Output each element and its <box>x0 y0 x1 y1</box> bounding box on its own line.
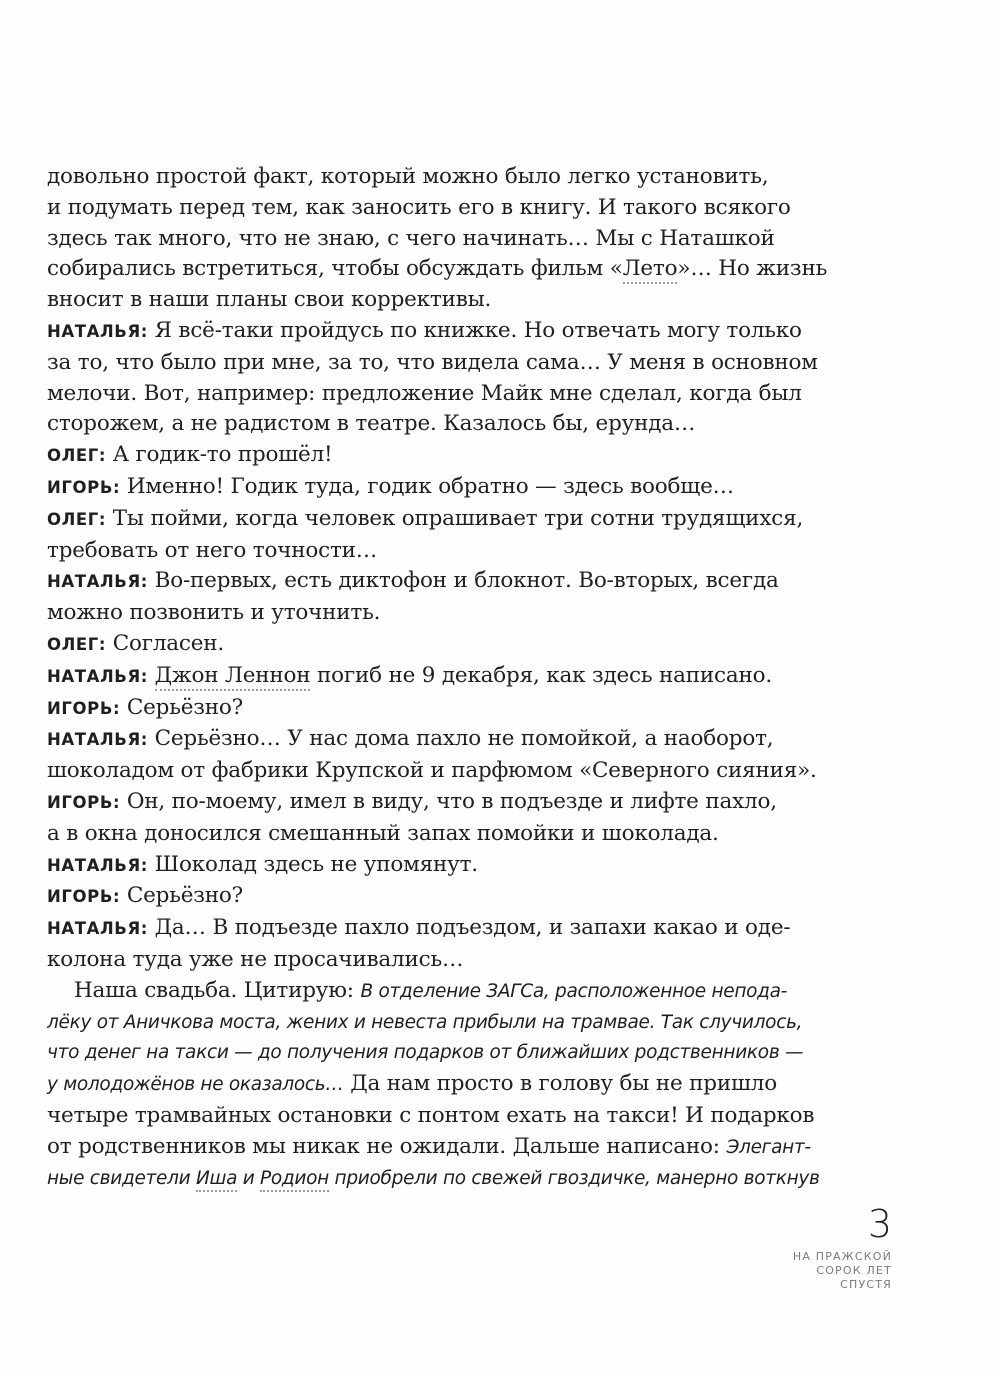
speech-text: Серьёзно… У нас дома пахло не помойкой, а наоборот, <box>148 726 774 752</box>
text-line <box>47 1132 811 1164</box>
speaker-label: ИГОРЬ: <box>47 887 121 907</box>
quoted-line <box>47 1164 820 1195</box>
text-fragment: »… Но жизнь <box>677 256 828 282</box>
speech-text: Он, по-моему, имел в виду, что в подъезде и лифте пахло, <box>120 788 777 814</box>
running-title <box>793 1250 892 1292</box>
text-line: шоколадом от фабрики Крупской и парфюмом «Северного сияния». <box>47 758 817 784</box>
speaker-label: ИГОРЬ: <box>47 792 121 812</box>
speech-text: Согласен. <box>106 630 225 656</box>
dialogue-line <box>47 566 787 598</box>
quoted-text: и <box>237 1167 261 1189</box>
dialogue-line <box>47 316 802 348</box>
speaker-label: ОЛЕГ: <box>47 446 107 466</box>
dialogue-line <box>47 661 787 693</box>
footnote-link-isha[interactable]: Иша <box>196 1168 237 1192</box>
footnote-link-lennon[interactable]: Джон Леннон <box>155 663 311 691</box>
paragraph-start-line <box>47 976 787 1008</box>
footnote-link-rodion[interactable]: Родион <box>260 1168 329 1192</box>
text-fragment: Да нам просто в голову бы не пришло <box>343 1071 777 1097</box>
page-number: 3 <box>867 1202 892 1246</box>
speech-text: Серьёзно? <box>120 694 243 720</box>
speaker-label: НАТАЛЬЯ: <box>47 572 148 592</box>
dialogue-line <box>47 693 787 725</box>
speaker-label: ОЛЕГ: <box>47 634 107 654</box>
running-title-line: НА ПРАЖСКОЙ <box>792 1250 892 1263</box>
speech-text: Шоколад здесь не упомянут. <box>148 851 478 877</box>
speaker-label: НАТАЛЬЯ: <box>47 855 148 875</box>
text-line: довольно простой факт, который можно было легко установить, <box>47 164 769 189</box>
speech-text: Я всё-таки пройдусь по книжке. Но отвечать могу только <box>148 317 802 343</box>
speech-text: Во-первых, есть диктофон и блокнот. Во-вторых, всегда <box>148 568 779 594</box>
speaker-label: ИГОРЬ: <box>47 698 121 718</box>
dialogue-line <box>47 724 787 756</box>
quoted-text: В отделение ЗАГСа, расположенное непода- <box>360 980 788 1002</box>
speaker-label: НАТАЛЬЯ: <box>47 730 148 750</box>
speaker-label: НАТАЛЬЯ: <box>47 666 148 686</box>
footnote-link-leto[interactable]: Лето <box>623 256 678 284</box>
quoted-text: ные свидетели <box>47 1167 196 1189</box>
quoted-text: приобрели по свежей гвоздичке, манерно воткнув <box>328 1167 820 1189</box>
running-title-line: СОРОК ЛЕТ <box>816 1264 892 1277</box>
text-fragment: от родственников мы никак не ожидали. Дальше написано: <box>47 1133 727 1159</box>
text-line: вносит в наши планы свои коррективы. <box>47 287 492 313</box>
speaker-label: ОЛЕГ: <box>47 509 107 529</box>
text-line: сторожем, а не радистом в театре. Казалось бы, ерунда… <box>47 411 696 437</box>
text-line: мелочи. Вот, например: предложение Майк мне сделал, когда был <box>47 380 802 406</box>
dialogue-line <box>47 440 787 472</box>
dialogue-line <box>47 504 804 536</box>
text-line: а в окна доносился смешанный запах помойки и шоколада. <box>47 820 719 846</box>
quoted-line: что денег на такси — до получения подарков от ближайших родственников — <box>47 1042 804 1064</box>
speech-text: Серьёзно? <box>120 883 243 909</box>
text-line: колона туда уже не просачивались… <box>47 946 464 972</box>
quoted-text: у молодожёнов не оказалось… <box>47 1074 344 1096</box>
text-line: за то, что было при мне, за то, что видела сама… У меня в основном <box>47 349 818 375</box>
speech-text: А годик-то прошёл! <box>106 442 333 468</box>
speaker-label: НАТАЛЬЯ: <box>47 321 148 341</box>
text-line <box>47 254 828 285</box>
text-fragment: собирались встретиться, чтобы обсуждать фильм « <box>47 256 623 282</box>
dialogue-line <box>47 913 791 945</box>
speech-text <box>148 663 155 688</box>
speech-text: Ты пойми, когда человек опрашивает три сотни трудящихся, <box>106 505 804 531</box>
running-title-line: СПУСТЯ <box>840 1278 892 1291</box>
quoted-text: Элегант- <box>726 1136 811 1158</box>
body-text <box>47 162 828 1194</box>
text-line <box>47 1069 787 1101</box>
dialogue-line <box>47 881 787 913</box>
text-line: четыре трамвайных остановки с понтом ехать на такси! И подарков <box>47 1102 815 1128</box>
speaker-label: ИГОРЬ: <box>47 477 121 497</box>
text-line: здесь так много, что не знаю, с чего начинать… Мы с Наташкой <box>47 225 775 251</box>
dialogue-line <box>47 787 787 819</box>
dialogue-line <box>47 850 787 882</box>
speech-text: Именно! Годик туда, годик обратно — здесь вообще… <box>120 473 734 499</box>
speaker-label: НАТАЛЬЯ: <box>47 919 148 939</box>
text-line: можно позвонить и уточнить. <box>47 600 381 626</box>
text-line: и подумать перед тем, как заносить его в книгу. И такого всякого <box>47 194 791 220</box>
dialogue-line <box>47 472 787 504</box>
quoted-line: лёку от Аничкова моста, жених и невеста прибыли на трамвае. Так случилось, <box>47 1011 803 1033</box>
dialogue-line <box>47 629 787 661</box>
speech-text: погиб не 9 декабря, как здесь написано. <box>310 662 773 688</box>
speech-text: Да… В подъезде пахло подъездом, и запахи какао и оде- <box>148 915 791 941</box>
text-fragment: Наша свадьба. Цитирую: <box>74 977 361 1003</box>
text-line: требовать от него точности… <box>47 537 378 563</box>
